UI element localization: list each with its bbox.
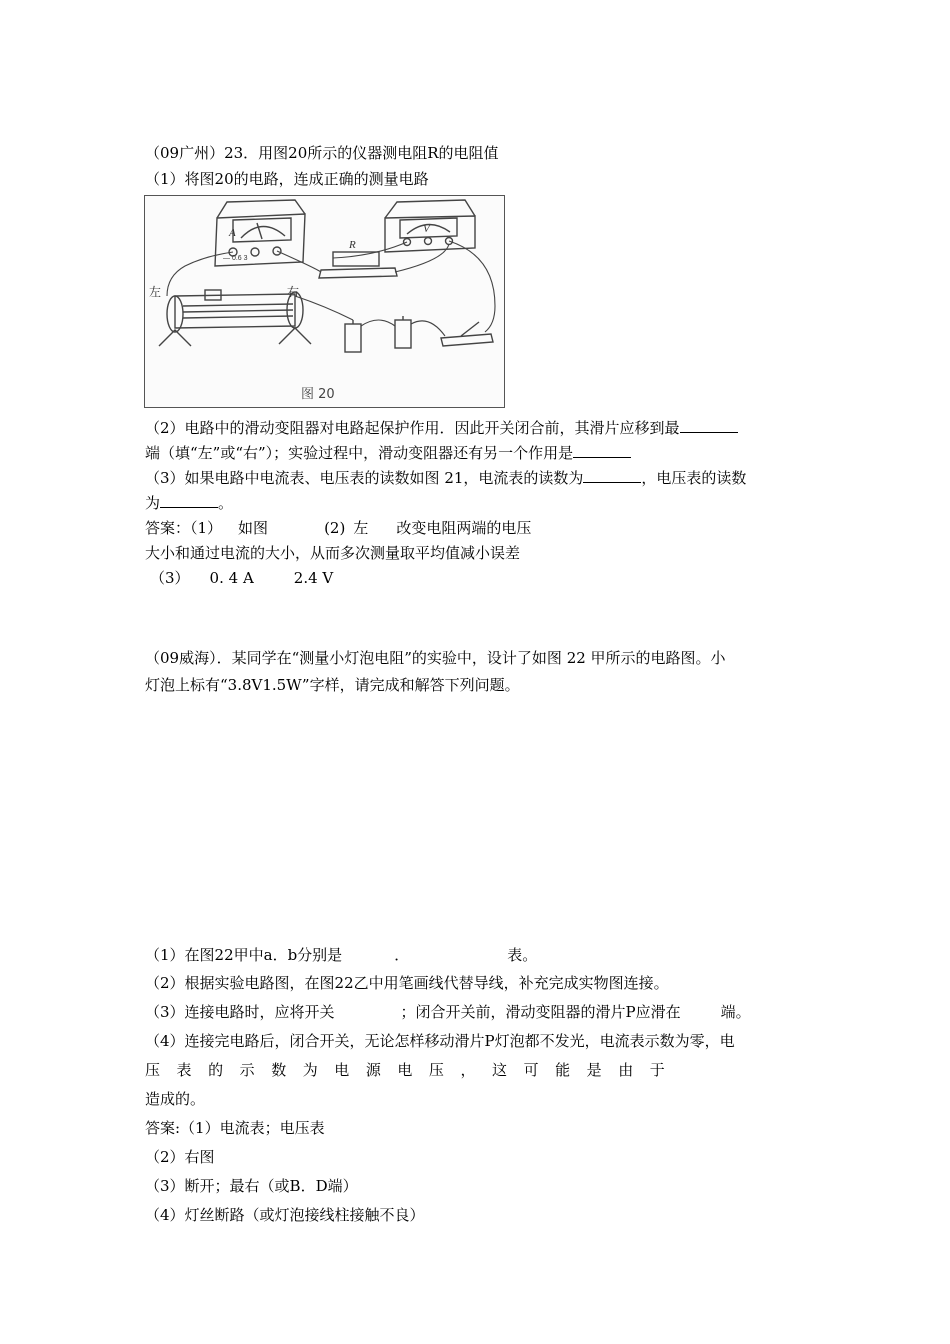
- figure-caption: 图 20: [301, 387, 335, 402]
- q2-p3-text-c: 端。: [720, 1003, 751, 1021]
- spaced-char: 可: [523, 1061, 539, 1079]
- spaced-char: 压: [145, 1061, 161, 1079]
- spaced-char: ，: [460, 1061, 476, 1079]
- resistor-label: R: [349, 239, 356, 251]
- q1-part3-text-b: ，电压表的读数: [641, 469, 747, 487]
- answer-blank[interactable]: [680, 418, 738, 433]
- spaced-char: 为: [302, 1061, 318, 1079]
- spaced-char: 这: [492, 1061, 508, 1079]
- answer-1: 如图: [238, 519, 269, 537]
- answer-label: 答案：（1）: [145, 519, 223, 537]
- q2-p4-line1: （4）连接完电路后，闭合开关，无论怎样移动滑片P灯泡都不发光，电流表示数为零，电: [145, 1032, 735, 1050]
- spaced-char: 数: [271, 1061, 287, 1079]
- q1-answer-line3: [150, 568, 333, 588]
- voltmeter-letter: V: [423, 223, 430, 235]
- spaced-char: 源: [365, 1061, 381, 1079]
- spaced-char: 压: [428, 1061, 444, 1079]
- q1-part1: （1）将图20的电路，连成正确的测量电路: [145, 170, 429, 188]
- spaced-char: 电: [334, 1061, 350, 1079]
- spaced-char: 由: [618, 1061, 634, 1079]
- q2-p1-text-b: ．: [394, 946, 410, 964]
- answer-blank[interactable]: [573, 443, 631, 458]
- q2-p2: （2）根据实验电路图，在图22乙中用笔画线代替导线，补充完成实物图连接。: [145, 974, 669, 992]
- q1-title: （09广州）23．用图20所示的仪器测电阻R的电阻值: [145, 144, 499, 162]
- q1-part3-text-c: 为: [145, 494, 161, 512]
- q2-p1: [145, 945, 537, 965]
- answer-2-label: (2): [324, 519, 346, 537]
- q2-p3-text-a: （3）连接电路时，应将开关: [145, 1003, 335, 1021]
- q1-part2-line2: [145, 443, 631, 463]
- q1-part3-text-a: （3）如果电路中电流表、电压表的读数如图 21，电流表的读数为: [145, 469, 584, 487]
- figure-20: [144, 195, 505, 408]
- answer-blank[interactable]: [160, 493, 218, 508]
- resistor-r: [333, 252, 379, 266]
- right-label: 右: [287, 285, 300, 299]
- spaced-char: 是: [586, 1061, 602, 1079]
- q2-p3-text-b: ；闭合开关前，滑动变阻器的滑片P应滑在: [400, 1003, 681, 1021]
- spaced-text: [145, 1060, 665, 1080]
- q2-intro-line1: （09威海）．某同学在“测量小灯泡电阻”的实验中，设计了如图 22 甲所示的电路图。小: [145, 649, 726, 667]
- circuit-figure: [145, 196, 504, 407]
- q1-part3-line2: [145, 493, 233, 513]
- spaced-char: 的: [208, 1061, 224, 1079]
- q1-part2-text-b: 端（填“左”或“右”）；实验过程中，滑动变阻器还有另一个作用是: [145, 444, 574, 462]
- left-label: 左: [149, 285, 162, 299]
- answer-3-voltage: 2.4 V: [293, 569, 334, 587]
- q2-p4-line2: [145, 1060, 665, 1080]
- q2-answer4: （4）灯丝断路（或灯泡接线柱接触不良）: [145, 1206, 425, 1224]
- ammeter-terminal-labels: — 0.6 3: [223, 255, 248, 262]
- q1-part2-text-a: （2）电路中的滑动变阻器对电路起保护作用．因此开关闭合前，其滑片应移到最: [145, 419, 680, 437]
- q1-part3-end: 。: [218, 494, 234, 512]
- answer-blank[interactable]: [583, 468, 641, 483]
- q1-part3-line1: [145, 468, 746, 488]
- answer-2: 左: [353, 519, 369, 537]
- switch: [441, 334, 493, 346]
- q2-answer3: （3）断开；最右（或B．D端）: [145, 1177, 358, 1195]
- spaced-char: 示: [239, 1061, 255, 1079]
- q1-part2-line1: [145, 418, 738, 438]
- q2-p1-text-a: （1）在图22甲中a．b分别是: [145, 946, 343, 964]
- q2-p4-line3: 造成的。: [145, 1090, 206, 1108]
- q2-answer1: 答案:（1）电流表；电压表: [145, 1119, 325, 1137]
- spaced-char: 于: [649, 1061, 665, 1079]
- q2-p1-text-c: 表。: [507, 946, 538, 964]
- q2-p3: [145, 1002, 751, 1022]
- q2-answer2: （2）右图: [145, 1148, 215, 1166]
- battery-2: [395, 320, 411, 348]
- q1-answer-line2: 大小和通过电流的大小，从而多次测量取平均值减小误差: [145, 544, 521, 562]
- battery-1: [345, 324, 361, 352]
- q2-intro-line2: 灯泡上标有“3.8V1.5W”字样，请完成和解答下列问题。: [145, 676, 520, 694]
- answer-3-current: 0. 4 A: [209, 569, 254, 587]
- q1-answer-line1: [145, 518, 531, 538]
- spaced-char: 电: [397, 1061, 413, 1079]
- answer-2-text: 改变电阻两端的电压: [396, 519, 532, 537]
- spaced-char: 能: [555, 1061, 571, 1079]
- answer-3-label: （3）: [150, 569, 190, 587]
- spaced-char: 表: [176, 1061, 192, 1079]
- ammeter-letter: A: [229, 227, 236, 239]
